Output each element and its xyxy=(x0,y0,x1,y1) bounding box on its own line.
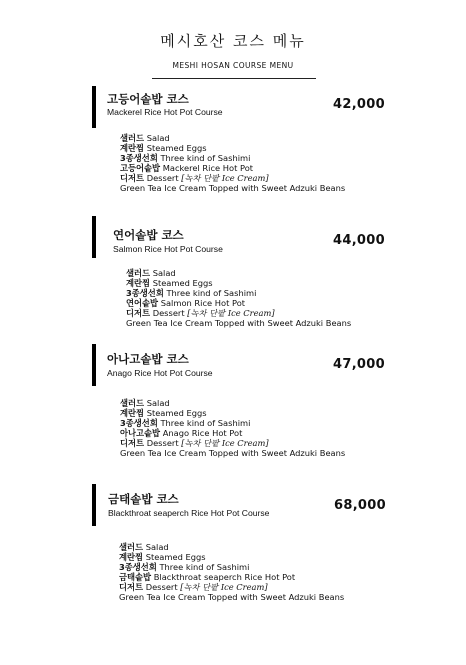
item-en: Steamed Eggs xyxy=(145,551,206,562)
item-ko: 고등어솥밥 xyxy=(120,162,161,173)
course-items xyxy=(120,134,345,193)
item-note: [녹차 단팥 Ice Cream] xyxy=(181,437,269,448)
course-price: 47,000 xyxy=(333,357,385,372)
item-footer: Green Tea Ice Cream Topped with Sweet Adzuki Beans xyxy=(119,591,345,602)
item-en: Salad xyxy=(146,133,170,143)
page-subtitle: MESHI HOSAN COURSE MENU xyxy=(172,61,294,70)
item-en: Dessert xyxy=(146,437,179,448)
course-anago xyxy=(0,344,466,464)
item-ko: 디저트 xyxy=(119,581,144,592)
item-ko: 3종생선회 xyxy=(120,152,158,163)
item-ko: 계란찜 xyxy=(119,551,144,562)
course-salmon xyxy=(0,216,466,336)
course-subtitle: Mackerel Rice Hot Pot Course xyxy=(107,107,223,117)
item-ko: 아나고솥밥 xyxy=(120,427,161,438)
item-ko: 3종생선회 xyxy=(126,287,164,298)
item-en: Salad xyxy=(146,398,170,408)
item-en: Blackthroat seaperch Rice Hot Pot xyxy=(153,571,296,582)
course-price: 68,000 xyxy=(334,498,386,513)
course-title: 아나고솥밥 코스 xyxy=(107,352,189,366)
item-ko: 계란찜 xyxy=(120,407,145,418)
course-title: 고등어솥밥 코스 xyxy=(107,92,189,106)
item-en: Three kind of Sashimi xyxy=(166,287,257,298)
item-en: Salad xyxy=(145,542,169,552)
course-subtitle: Blackthroat seaperch Rice Hot Pot Course xyxy=(108,508,270,518)
item-en: Salad xyxy=(152,268,176,278)
item-en: Anago Rice Hot Pot xyxy=(162,427,243,438)
item-note: [녹차 단팥 Ice Cream] xyxy=(187,307,275,318)
item-footer: Green Tea Ice Cream Topped with Sweet Adzuki Beans xyxy=(120,182,346,193)
item-en: Salmon Rice Hot Pot xyxy=(160,297,246,308)
course-blackthroat-seaperch xyxy=(0,484,466,604)
item-footer: Green Tea Ice Cream Topped with Sweet Adzuki Beans xyxy=(120,447,346,458)
item-ko: 3종생선회 xyxy=(120,417,158,428)
item-ko: 샐러드 xyxy=(120,133,145,143)
section-marker-bar xyxy=(92,344,96,386)
item-ko: 샐러드 xyxy=(119,542,144,552)
item-en: Mackerel Rice Hot Pot xyxy=(162,162,254,173)
item-ko: 디저트 xyxy=(126,307,151,318)
course-price: 42,000 xyxy=(333,97,385,112)
course-price: 44,000 xyxy=(333,233,385,248)
page-title: 메시호산 코스 메뉴 xyxy=(160,32,306,50)
section-marker-bar xyxy=(92,86,96,128)
course-title: 연어솥밥 코스 xyxy=(113,228,184,242)
course-items xyxy=(126,269,351,328)
item-en: Steamed Eggs xyxy=(146,407,207,418)
item-en: Three kind of Sashimi xyxy=(160,152,251,163)
item-en: Dessert xyxy=(145,581,178,592)
item-en: Dessert xyxy=(152,307,185,318)
item-ko: 샐러드 xyxy=(120,398,145,408)
item-en: Steamed Eggs xyxy=(152,277,213,288)
course-title: 금태솥밥 코스 xyxy=(108,492,179,506)
item-en: Steamed Eggs xyxy=(146,142,207,153)
item-ko: 샐러드 xyxy=(126,268,151,278)
item-note: [녹차 단팥 Ice Cream] xyxy=(180,581,268,592)
item-en: Three kind of Sashimi xyxy=(160,417,251,428)
item-ko: 계란찜 xyxy=(126,277,151,288)
item-ko: 금태솥밥 xyxy=(119,571,152,582)
section-marker-bar xyxy=(92,484,96,526)
course-mackerel xyxy=(0,86,466,206)
item-note: [녹차 단팥 Ice Cream] xyxy=(181,172,269,183)
course-subtitle: Anago Rice Hot Pot Course xyxy=(107,368,213,378)
item-ko: 디저트 xyxy=(120,172,145,183)
course-items xyxy=(120,399,345,458)
item-footer: Green Tea Ice Cream Topped with Sweet Adzuki Beans xyxy=(126,317,352,328)
item-en: Three kind of Sashimi xyxy=(159,561,250,572)
item-ko: 연어솥밥 xyxy=(126,297,159,308)
section-marker-bar xyxy=(92,216,96,258)
course-subtitle: Salmon Rice Hot Pot Course xyxy=(113,244,223,254)
item-ko: 계란찜 xyxy=(120,142,145,153)
course-items xyxy=(119,543,344,602)
item-ko: 3종생선회 xyxy=(119,561,157,572)
item-en: Dessert xyxy=(146,172,179,183)
header-divider xyxy=(152,78,316,79)
item-ko: 디저트 xyxy=(120,437,145,448)
